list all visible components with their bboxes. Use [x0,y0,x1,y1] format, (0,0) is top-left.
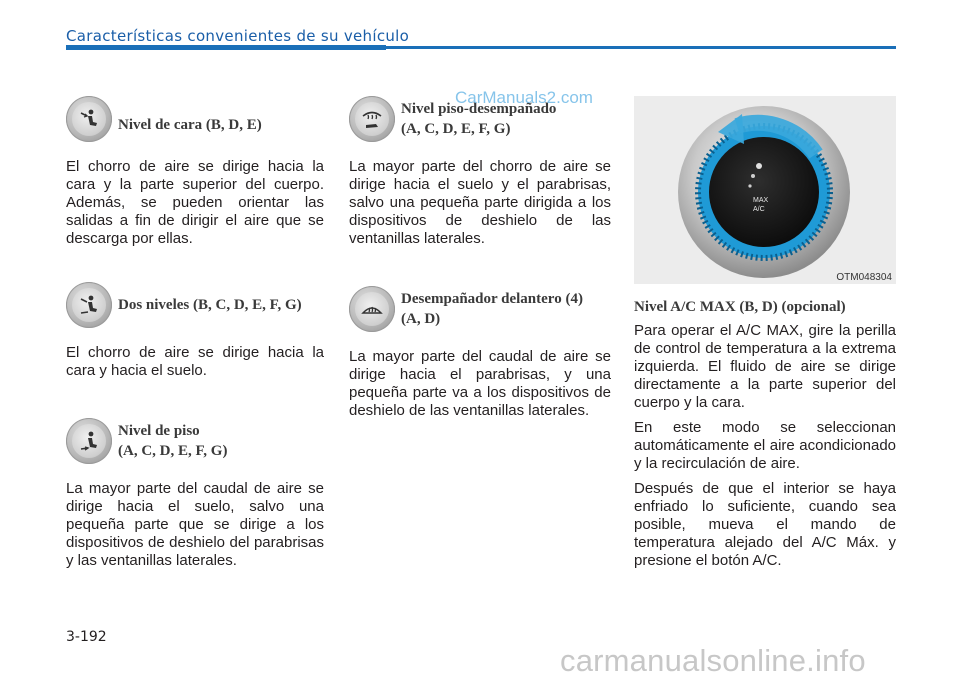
seated-person-bilevel-icon [77,293,101,317]
column-right [634,96,896,570]
mode-bilevel-heading [66,282,324,328]
section-title: Características convenientes de su vehículo [66,27,410,45]
mode-floor-defrost-title-line1: Nivel piso-desempañado [401,101,557,117]
knob-center [709,137,819,247]
mode-floor-title [118,421,227,461]
floor-defrost-vent-icon [349,96,395,142]
knob-label-max: MAX [753,197,769,204]
mode-defrost-title [401,289,583,329]
knob-label-ac: A/C [753,206,765,213]
header-divider [66,46,896,49]
mode-bilevel-text: El chorro de aire se dirige hacia la cara y hacia el suelo. [66,344,324,379]
seated-person-face-icon [77,107,101,131]
watermark-bottom: carmanualsonline.info [560,643,866,678]
ac-max-title: Nivel A/C MAX (B, D) (opcional) [634,299,846,315]
mode-floor-title-line2: (A, C, D, E, F, G) [118,443,228,459]
mode-defrost-title-line1: Desempañador delantero (4) [401,291,583,307]
figure-code: OTM048304 [836,272,892,283]
seated-person-floor-defrost-icon [360,107,384,131]
mode-defrost-title-line2: (A, D) [401,311,441,327]
face-vent-icon [66,96,112,142]
page-number: 3-192 [66,629,107,645]
mode-floor-defrost-title-line2: (A, C, D, E, F, G) [401,121,511,137]
mode-face-text: El chorro de aire se dirige hacia la cara y la parte superior del cuerpo. Además, se pueden orientar las salidas a fin de dirigir el aire que se descarga por ellas. [66,158,324,247]
seated-person-floor-icon [77,429,101,453]
mode-floor-text: La mayor parte del caudal de aire se dirige hacia el suelo, salvo una pequeña parte que se dirige a los dispositivos de deshielo del parabrisas y las ventanillas laterales. [66,480,324,569]
mode-floor-defrost-text: La mayor parte del chorro de aire se dirige hacia el suelo y el parabrisas, salvo una pequeña parte dirigida a los dispositivos de deshielo de las ventanillas laterales. [349,158,611,247]
mode-face-heading [66,96,324,142]
ac-max-paragraph-1: Para operar el A/C MAX, gire la perilla de control de temperatura a la extrema izquierda. El fluido de aire se dirige directamente a la parte superior del cuerpo y la cara. [634,322,896,411]
mode-defrost-heading [349,286,611,332]
floor-vent-icon [66,418,112,464]
ac-max-paragraph-3: Después de que el interior se haya enfriado lo suficiente, cuando sea posible, mueva el mando de temperatura alejado del A/C Máx. y presione el botón A/C. [634,480,896,569]
defrost-vent-icon [349,286,395,332]
column-left [66,96,324,570]
mode-floor-heading [66,418,324,464]
column-middle [349,96,611,420]
ac-max-paragraph-2: En este modo se seleccionan automáticamente el aire acondicionado y la recirculación de aire. [634,419,896,472]
temperature-knob-figure [634,96,896,284]
watermark-top: CarManuals2.com [455,88,593,107]
temperature-knob-illustration [634,96,896,284]
mode-bilevel-title: Dos niveles (B, C, D, E, F, G) [118,297,302,313]
mode-floor-title-line1: Nivel de piso [118,423,200,439]
bilevel-vent-icon [66,282,112,328]
mode-face-title: Nivel de cara (B, D, E) [118,117,262,133]
mode-defrost-text: La mayor parte del caudal de aire se dirige hacia el parabrisas, y una pequeña parte va a los dispositivos de deshielo de las ventanillas laterales. [349,348,611,419]
windshield-defrost-icon [360,297,384,321]
